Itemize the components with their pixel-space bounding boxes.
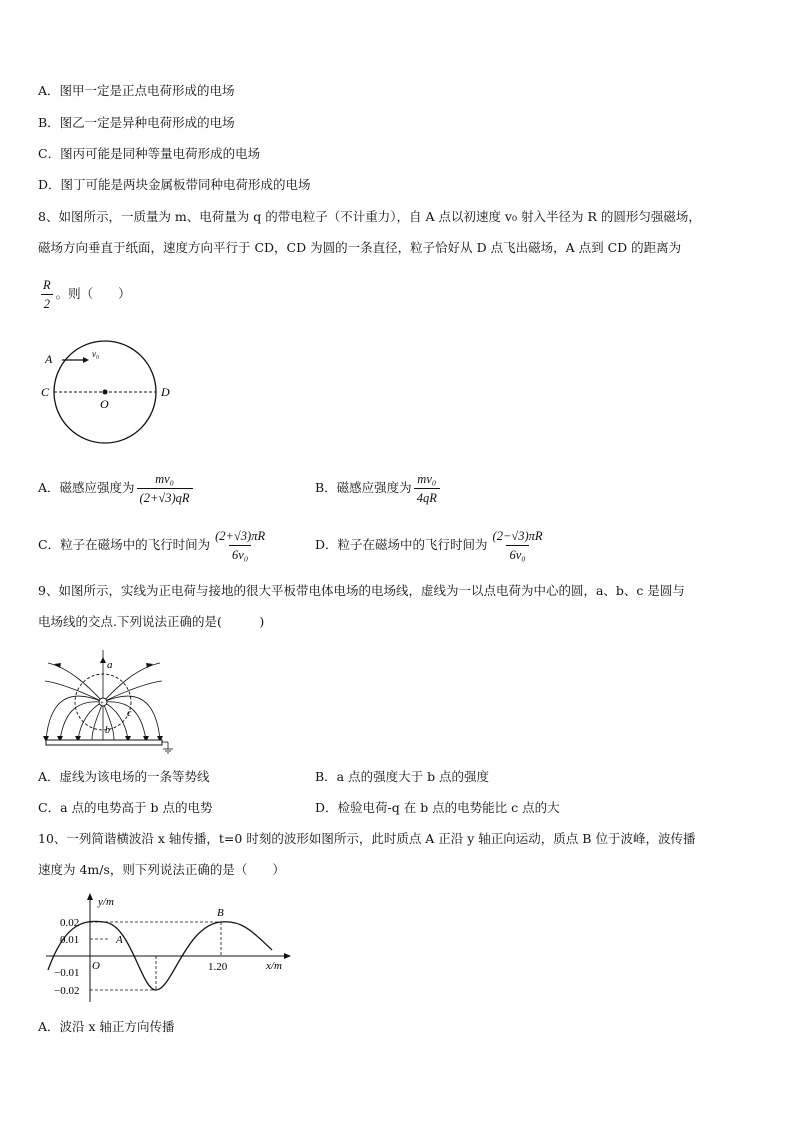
label-o: O <box>100 397 109 411</box>
q9-stem-line2: 电场线的交点.下列说法正确的是( ) <box>38 614 265 629</box>
q7-option-c: C．图丙可能是同种等量电荷形成的电场 <box>38 146 261 161</box>
q7-option-d: D．图丁可能是两块金属板带同种电荷形成的电场 <box>38 177 311 192</box>
x-axis-arrow <box>284 953 291 959</box>
q10-option-a: A．波沿 x 轴正方向传播 <box>38 1019 175 1034</box>
velocity-arrowhead <box>83 357 89 363</box>
tick-neg-0-02: −0.02 <box>54 985 80 997</box>
q8-stem-tail: 。则（ ） <box>55 286 131 301</box>
plus-sign: + <box>100 699 104 707</box>
center-dot <box>103 390 108 395</box>
option-b-fraction <box>414 470 440 507</box>
q8-stem-line2: 磁场方向垂直于纸面，速度方向平行于 CD，CD 为圆的一条直径，粒子恰好从 D 点飞出磁场，A 点到 CD 的距离为 <box>38 240 682 255</box>
q8-option-a <box>38 470 195 507</box>
grounded-plate <box>46 740 162 745</box>
tick-1-20: 1.20 <box>208 961 228 973</box>
q9-option-d: D．检验电荷-q 在 b 点的电势能比 c 点的大 <box>315 800 560 815</box>
y-axis-arrow <box>87 893 93 900</box>
label-point-a: a <box>107 659 113 671</box>
fraction-numerator: R <box>43 278 51 292</box>
q7-option-b: B．图乙一定是异种电荷形成的电场 <box>38 115 235 130</box>
fraction-numerator: mv₀ <box>155 472 174 486</box>
q8-option-b <box>315 470 442 507</box>
option-b-text: B．磁感应强度为 <box>315 480 412 495</box>
fraction-numerator: (2−√3)πR <box>492 529 543 543</box>
q10-figure-wave <box>46 890 296 1008</box>
option-d-fraction <box>490 527 546 564</box>
tick-0-02: 0.02 <box>60 917 80 929</box>
y-axis-label: y/m <box>98 896 114 908</box>
label-a: A <box>45 352 53 366</box>
field-lines <box>45 650 162 740</box>
label-d: D <box>161 385 170 399</box>
q9-stem-line1: 9、如图所示，实线为正电荷与接地的很大平板带电体电场的电场线，虚线为一以点电荷为中心的圆，a、b、c 是圆与 <box>38 583 685 598</box>
q8-stem-line3 <box>38 276 131 313</box>
option-d-text: D．粒子在磁场中的飞行时间为 <box>315 537 488 552</box>
fraction-denominator: 4qR <box>414 488 440 507</box>
q8-option-c <box>38 527 270 564</box>
label-point-b: b <box>105 725 110 736</box>
origin-label: O <box>92 960 100 972</box>
option-c-fraction <box>212 527 268 564</box>
q9-option-c: C．a 点的电势高于 b 点的电势 <box>38 800 213 815</box>
option-a-fraction <box>137 470 193 507</box>
fraction-numerator: (2+√3)πR <box>215 529 266 543</box>
fraction-denominator: (2+√3)qR <box>137 488 193 507</box>
tick-neg-0-01: −0.01 <box>54 967 80 979</box>
label-particle-b: B <box>217 907 224 919</box>
q8-figure-circle <box>36 338 186 448</box>
label-point-c: c <box>127 708 132 719</box>
q10-stem-line1: 10、一列简谐横波沿 x 轴传播，t=0 时刻的波形如图所示，此时质点 A 正沿 y 轴正向运动，质点 B 位于波峰，波传播 <box>38 831 696 846</box>
label-particle-a: A <box>116 934 123 946</box>
q8-distance-fraction <box>40 276 54 313</box>
label-v0: v₀ <box>92 349 100 359</box>
fraction-denominator: 6v₀ <box>506 545 528 564</box>
q9-option-a: A．虚线为该电场的一条等势线 <box>38 769 210 784</box>
q7-option-a: A．图甲一定是正点电荷形成的电场 <box>38 83 235 98</box>
option-c-text: C．粒子在磁场中的飞行时间为 <box>38 537 211 552</box>
q10-stem-line2: 速度为 4m/s，则下列说法正确的是（ ） <box>38 862 285 877</box>
fraction-denominator: 2 <box>41 294 53 313</box>
fraction-numerator: mv₀ <box>417 472 437 486</box>
fraction-denominator: 6v₀ <box>229 545 251 564</box>
label-c: C <box>41 385 50 399</box>
q9-figure-field-lines <box>40 648 175 758</box>
q9-option-b: B．a 点的强度大于 b 点的强度 <box>315 769 490 784</box>
q8-option-d <box>315 527 548 564</box>
tick-0-01: 0.01 <box>60 934 80 946</box>
option-a-text: A．磁感应强度为 <box>38 480 135 495</box>
q8-stem-line1: 8、如图所示，一质量为 m、电荷量为 q 的带电粒子（不计重力），自 A 点以初速度 v₀ 射入半径为 R 的圆形匀强磁场， <box>38 209 701 224</box>
x-axis-label: x/m <box>266 960 282 972</box>
